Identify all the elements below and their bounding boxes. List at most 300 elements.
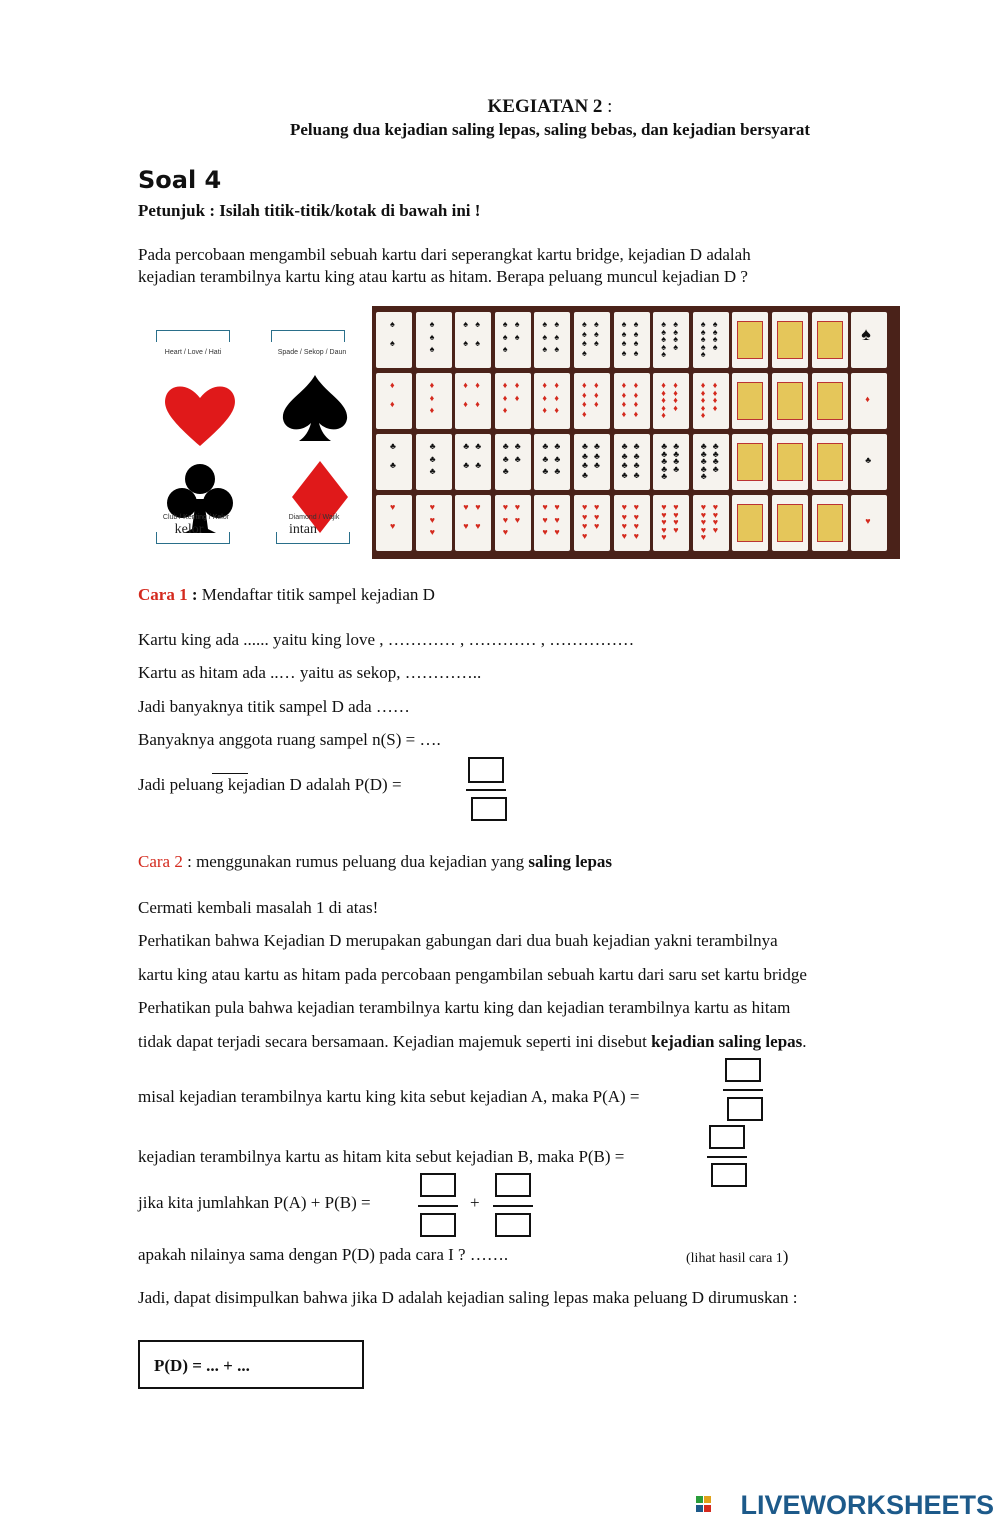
card-pip: ♦ bbox=[661, 395, 666, 406]
card-pip: ♠ bbox=[661, 334, 666, 345]
playing-card bbox=[455, 312, 491, 368]
card-pip: ♦ bbox=[621, 389, 627, 400]
card-pip: ♦ bbox=[390, 380, 395, 390]
card-pip: ♦ bbox=[582, 399, 587, 409]
card-pip: ♠ bbox=[582, 338, 587, 348]
card-pip: ♣ bbox=[621, 450, 628, 461]
playing-card bbox=[693, 434, 729, 490]
card-pip: ♦ bbox=[633, 380, 639, 390]
card-pip: ♣ bbox=[673, 448, 680, 459]
card-pip: ♣ bbox=[700, 448, 707, 459]
method-2-label: Cara 2 bbox=[138, 852, 183, 871]
para-4: Perhatikan pula bahwa kejadian terambilnya kartu king dan kejadian terambilnya kartu as hitam bbox=[138, 998, 791, 1017]
card-pip: ♠ bbox=[542, 319, 548, 329]
playing-card bbox=[772, 495, 808, 551]
card-pip: ♣ bbox=[542, 441, 549, 451]
pa-denominator-box[interactable] bbox=[727, 1097, 763, 1121]
card-pip: ♥ bbox=[661, 509, 667, 520]
pb-line: kejadian terambilnya kartu as hitam kita sebut kejadian B, maka P(B) = bbox=[138, 1147, 625, 1166]
card-pip: ♣ bbox=[661, 471, 668, 482]
card-pip: ♠ bbox=[633, 338, 639, 348]
playing-card bbox=[772, 434, 808, 490]
card-pip: ♣ bbox=[502, 453, 509, 464]
card-pip: ♣ bbox=[554, 466, 561, 477]
card-pip: ♥ bbox=[621, 502, 627, 512]
card-pip: ♠ bbox=[661, 326, 666, 337]
card-pip: ♣ bbox=[475, 460, 482, 470]
card-pip: ♣ bbox=[429, 453, 436, 464]
card-pip: ♠ bbox=[700, 319, 706, 329]
card-pip: ♠ bbox=[633, 328, 639, 339]
card-pip: ♠ bbox=[390, 338, 395, 348]
playing-card bbox=[812, 373, 848, 429]
card-pip: ♠ bbox=[673, 334, 678, 345]
card-pip: ♥ bbox=[712, 502, 719, 512]
card-pip: ♠ bbox=[582, 328, 587, 339]
card-pip: ♠ bbox=[700, 334, 706, 345]
card-pip: ♦ bbox=[621, 399, 627, 409]
hint bbox=[686, 1247, 788, 1267]
pa-numerator-box[interactable] bbox=[725, 1058, 761, 1082]
card-pip: ♦ bbox=[865, 394, 870, 404]
playing-card bbox=[534, 312, 570, 368]
face-card-figure bbox=[817, 504, 843, 542]
card-pip: ♥ bbox=[633, 521, 639, 531]
card-pip: ♣ bbox=[463, 441, 470, 451]
card-pip: ♦ bbox=[633, 399, 639, 409]
playing-card bbox=[534, 495, 570, 551]
card-pip: ♦ bbox=[475, 399, 480, 409]
card-pip: ♠ bbox=[582, 347, 587, 358]
card-pip: ♦ bbox=[673, 402, 678, 413]
playing-card bbox=[574, 312, 610, 368]
card-pip: ♦ bbox=[594, 399, 599, 409]
card-pip: ♠ bbox=[502, 331, 508, 342]
card-pip: ♥ bbox=[554, 502, 560, 512]
sample-count-line: Jadi banyaknya titik sampel D ada …… bbox=[138, 697, 410, 716]
pa-line: misal kejadian terambilnya kartu king kita sebut kejadian A, maka P(A) = bbox=[138, 1087, 640, 1106]
playing-card bbox=[574, 434, 610, 490]
playing-card bbox=[732, 312, 768, 368]
card-pip: ♥ bbox=[429, 527, 435, 538]
heart-label: Heart / Love / Hati bbox=[164, 349, 222, 356]
card-pip: ♥ bbox=[673, 524, 679, 535]
playing-card bbox=[574, 495, 610, 551]
face-card-figure bbox=[817, 382, 843, 420]
para-2: Perhatikan bahwa Kejadian D merupakan gabungan dari dua buah kejadian yakni terambilnya bbox=[138, 931, 778, 950]
card-pip: ♦ bbox=[661, 380, 666, 390]
card-pip: ♠ bbox=[594, 338, 599, 348]
activity-title-colon: : bbox=[602, 96, 613, 117]
playing-card bbox=[376, 434, 412, 490]
card-pip: ♣ bbox=[712, 463, 719, 474]
bracket-decoration bbox=[156, 330, 230, 342]
pb-numerator-box[interactable] bbox=[709, 1125, 745, 1149]
card-pip: ♠ bbox=[514, 319, 520, 329]
card-pip: ♦ bbox=[514, 392, 520, 403]
card-pip: ♥ bbox=[542, 514, 548, 525]
card-pip: ♥ bbox=[700, 524, 707, 535]
pd-denominator-box[interactable] bbox=[471, 797, 507, 821]
card-pip: ♥ bbox=[712, 524, 719, 535]
card-pip: ♦ bbox=[429, 380, 435, 390]
para-5 bbox=[138, 1032, 807, 1052]
card-pip: ♣ bbox=[582, 469, 588, 480]
card-pip: ♦ bbox=[554, 380, 559, 390]
card-pip: ♠ bbox=[621, 328, 627, 339]
club-label: Club / Keriting / Kelor bbox=[162, 514, 230, 521]
card-pip: ♦ bbox=[582, 389, 587, 400]
card-pip: ♥ bbox=[712, 517, 719, 528]
playing-card bbox=[693, 373, 729, 429]
card-pip: ♠ bbox=[554, 331, 560, 342]
method-1-sep: : bbox=[187, 585, 202, 604]
method-2-desc: : menggunakan rumus peluang dua kejadian yang bbox=[182, 852, 529, 871]
playing-card bbox=[455, 373, 491, 429]
card-pip: ♦ bbox=[673, 395, 678, 406]
playing-card bbox=[614, 495, 650, 551]
card-pip: ♥ bbox=[700, 502, 707, 512]
card-pip: ♥ bbox=[514, 502, 521, 512]
card-pip: ♥ bbox=[661, 517, 667, 528]
card-pip: ♣ bbox=[633, 469, 640, 480]
instructions: Petunjuk : Isilah titik-titik/kotak di bawah ini ! bbox=[138, 201, 481, 220]
card-pip: ♣ bbox=[700, 456, 707, 467]
card-pip: ♣ bbox=[542, 453, 549, 464]
card-pip: ♦ bbox=[700, 410, 706, 421]
card-pip: ♣ bbox=[463, 460, 470, 470]
card-pip: ♦ bbox=[554, 405, 559, 416]
playing-card bbox=[455, 495, 491, 551]
bracket-decoration bbox=[271, 330, 345, 342]
fraction-bar bbox=[493, 1205, 533, 1207]
card-pip: ♥ bbox=[463, 502, 469, 512]
card-pip: ♠ bbox=[633, 319, 639, 329]
card-pip: ♠ bbox=[554, 319, 560, 329]
face-card-figure bbox=[737, 382, 763, 420]
card-pip: ♥ bbox=[621, 530, 627, 541]
card-pip: ♣ bbox=[429, 441, 436, 451]
card-pip: ♦ bbox=[633, 389, 639, 400]
card-pip: ♦ bbox=[542, 405, 547, 416]
card-pip: ♣ bbox=[554, 453, 561, 464]
playing-card bbox=[653, 495, 689, 551]
card-pip: ♦ bbox=[463, 380, 468, 390]
playing-card bbox=[851, 373, 887, 429]
card-pip: ♥ bbox=[475, 521, 481, 531]
card-pip: ♥ bbox=[429, 502, 435, 512]
intro-line-2: kejadian terambilnya kartu king atau kartu as hitam. Berapa peluang muncul kejadian D ? bbox=[138, 267, 748, 286]
card-pip: ♠ bbox=[621, 319, 627, 329]
card-pip: ♣ bbox=[582, 460, 588, 470]
card-pip: ♠ bbox=[712, 334, 718, 345]
card-pip: ♣ bbox=[475, 441, 482, 451]
card-pip: ♣ bbox=[700, 441, 707, 451]
card-pip: ♦ bbox=[390, 399, 395, 409]
card-pip: ♠ bbox=[475, 319, 480, 329]
card-pip: ♥ bbox=[621, 521, 627, 531]
playing-card bbox=[653, 434, 689, 490]
card-pip: ♣ bbox=[594, 450, 600, 461]
face-card-figure bbox=[777, 382, 803, 420]
playing-card bbox=[416, 373, 452, 429]
card-pip: ♦ bbox=[700, 402, 706, 413]
card-pip: ♦ bbox=[429, 405, 435, 416]
card-pip: ♥ bbox=[390, 502, 396, 512]
card-pip: ♣ bbox=[594, 441, 600, 451]
card-pip: ♦ bbox=[661, 402, 666, 413]
playing-card bbox=[416, 434, 452, 490]
card-pip: ♠ bbox=[861, 324, 871, 344]
card-pip: ♥ bbox=[582, 502, 588, 512]
activity-title bbox=[0, 96, 1000, 118]
card-pip: ♦ bbox=[621, 408, 627, 419]
card-pip: ♣ bbox=[865, 455, 872, 465]
card-pip: ♣ bbox=[712, 448, 719, 459]
card-pip: ♣ bbox=[712, 456, 719, 467]
card-pip: ♥ bbox=[673, 502, 679, 512]
activity-subtitle: Peluang dua kejadian saling lepas, saling bebas, dan kejadian bersyarat bbox=[289, 120, 811, 139]
conclusion-line: Jadi, dapat disimpulkan bahwa jika D adalah kejadian saling lepas maka peluang D dirumuskan : bbox=[138, 1288, 798, 1307]
liveworksheets-logo-icon bbox=[696, 1494, 722, 1516]
liveworksheets-watermark: LIVEWORKSHEETS bbox=[740, 1490, 994, 1520]
card-pip: ♠ bbox=[700, 341, 706, 352]
card-pip: ♠ bbox=[661, 349, 666, 360]
card-pip: ♦ bbox=[673, 380, 678, 390]
method-2-heading bbox=[138, 852, 612, 872]
playing-card bbox=[653, 373, 689, 429]
card-pip: ♦ bbox=[463, 399, 468, 409]
playing-card bbox=[614, 373, 650, 429]
para-3: kartu king atau kartu as hitam pada percobaan pengambilan sebuah kartu dari saru set kartu bridge bbox=[138, 965, 807, 984]
playing-card bbox=[534, 373, 570, 429]
playing-card bbox=[772, 312, 808, 368]
card-pip: ♣ bbox=[582, 441, 588, 451]
card-pip: ♣ bbox=[673, 456, 680, 467]
card-pip: ♥ bbox=[502, 514, 509, 525]
card-pip: ♥ bbox=[633, 502, 639, 512]
card-pip: ♥ bbox=[621, 511, 627, 522]
para-5-end: . bbox=[802, 1032, 807, 1051]
card-pip: ♦ bbox=[582, 380, 587, 390]
card-pip: ♣ bbox=[712, 441, 719, 451]
card-pip: ♥ bbox=[661, 532, 667, 543]
card-pip: ♣ bbox=[621, 469, 628, 480]
fraction-bar bbox=[418, 1205, 458, 1207]
card-pip: ♥ bbox=[633, 530, 639, 541]
playing-card bbox=[495, 495, 531, 551]
card-pip: ♠ bbox=[673, 319, 678, 329]
card-pip: ♠ bbox=[594, 319, 599, 329]
playing-card bbox=[812, 495, 848, 551]
sample-space-line: Banyaknya anggota ruang sampel n(S) = …. bbox=[138, 730, 441, 749]
playing-card bbox=[614, 312, 650, 368]
playing-card bbox=[772, 373, 808, 429]
card-pip: ♥ bbox=[594, 502, 600, 512]
card-pip: ♦ bbox=[429, 392, 435, 403]
card-pip: ♥ bbox=[582, 511, 588, 522]
card-pip: ♥ bbox=[594, 511, 600, 522]
black-ace-line: Kartu as hitam ada ..… yaitu as sekop, ………….. bbox=[138, 663, 482, 682]
playing-card bbox=[812, 434, 848, 490]
method-2-desc-bold: saling lepas bbox=[528, 852, 613, 871]
card-pip: ♠ bbox=[712, 341, 718, 352]
playing-card bbox=[376, 373, 412, 429]
card-pip: ♠ bbox=[502, 319, 508, 329]
intro-line-1: Pada percobaan mengambil sebuah kartu dari seperangkat kartu bridge, kejadian D adalah bbox=[138, 245, 751, 264]
card-pip: ♠ bbox=[673, 326, 678, 337]
card-pip: ♣ bbox=[661, 456, 668, 467]
card-pip: ♠ bbox=[542, 331, 548, 342]
card-pip: ♥ bbox=[700, 532, 707, 543]
playing-card bbox=[455, 434, 491, 490]
card-pip: ♣ bbox=[661, 441, 668, 451]
card-pip: ♥ bbox=[429, 514, 435, 525]
face-card-figure bbox=[817, 321, 843, 359]
card-pip: ♥ bbox=[712, 509, 719, 520]
sum-b-numerator-box[interactable] bbox=[495, 1173, 531, 1197]
card-pip: ♠ bbox=[514, 331, 520, 342]
card-pip: ♣ bbox=[633, 450, 640, 461]
playing-card bbox=[732, 495, 768, 551]
card-pip: ♥ bbox=[661, 524, 667, 535]
card-pip: ♣ bbox=[673, 463, 680, 474]
card-pip: ♣ bbox=[390, 460, 396, 470]
card-pip: ♣ bbox=[621, 460, 628, 470]
card-pip: ♣ bbox=[554, 441, 561, 451]
card-pip: ♦ bbox=[582, 408, 587, 419]
card-pip: ♣ bbox=[542, 466, 549, 477]
card-pip: ♥ bbox=[673, 517, 679, 528]
card-pip: ♦ bbox=[502, 405, 508, 416]
playing-card bbox=[732, 434, 768, 490]
card-pip: ♠ bbox=[429, 344, 435, 355]
playing-card bbox=[495, 312, 531, 368]
card-pip: ♥ bbox=[542, 502, 548, 512]
card-pip: ♦ bbox=[633, 408, 639, 419]
card-pip: ♦ bbox=[502, 380, 508, 390]
card-pip: ♠ bbox=[542, 344, 548, 355]
playing-card bbox=[416, 312, 452, 368]
card-pip: ♠ bbox=[582, 319, 587, 329]
card-pip: ♣ bbox=[673, 441, 680, 451]
card-pip: ♣ bbox=[633, 441, 640, 451]
diamond-sublabel: intan bbox=[289, 522, 317, 537]
card-pip: ♠ bbox=[633, 347, 639, 358]
sum-a-denominator-box[interactable] bbox=[420, 1213, 456, 1237]
card-pip: ♥ bbox=[700, 517, 707, 528]
card-pip: ♠ bbox=[554, 344, 560, 355]
method-1-heading bbox=[138, 585, 435, 605]
card-pip: ♥ bbox=[502, 502, 509, 512]
card-pip: ♠ bbox=[673, 341, 678, 352]
card-pip: ♥ bbox=[502, 527, 509, 538]
playing-card bbox=[376, 495, 412, 551]
card-pip: ♠ bbox=[429, 331, 435, 342]
card-pip: ♠ bbox=[429, 319, 435, 329]
card-pip: ♦ bbox=[712, 395, 718, 406]
card-pip: ♣ bbox=[700, 471, 707, 482]
para-5-text: tidak dapat terjadi secara bersamaan. Kejadian majemuk seperti ini disebut bbox=[138, 1032, 652, 1051]
card-pip: ♣ bbox=[582, 450, 588, 461]
card-pip: ♦ bbox=[661, 387, 666, 398]
playing-card bbox=[495, 373, 531, 429]
sum-b-denominator-box[interactable] bbox=[495, 1213, 531, 1237]
card-pip: ♣ bbox=[700, 463, 707, 474]
card-pip: ♦ bbox=[700, 395, 706, 406]
playing-card bbox=[851, 312, 887, 368]
card-pip: ♣ bbox=[390, 441, 396, 451]
card-pip: ♥ bbox=[514, 514, 521, 525]
card-pip: ♠ bbox=[700, 326, 706, 337]
card-pip: ♦ bbox=[661, 410, 666, 421]
face-card-figure bbox=[737, 443, 763, 481]
card-pip: ♥ bbox=[661, 502, 667, 512]
card-pip: ♣ bbox=[514, 441, 521, 451]
fraction-bar bbox=[466, 789, 506, 791]
plus-sign: + bbox=[470, 1193, 480, 1212]
card-pip: ♦ bbox=[542, 380, 547, 390]
overline-decoration bbox=[212, 773, 248, 774]
king-count-line: Kartu king ada ...... yaitu king love , ………… , ………… , …………… bbox=[138, 630, 635, 649]
playing-card bbox=[732, 373, 768, 429]
sum-line: jika kita jumlahkan P(A) + P(B) = bbox=[138, 1193, 371, 1212]
problem-label: Soal 4 bbox=[138, 166, 222, 194]
para-5-bold: kejadian saling lepas bbox=[651, 1032, 803, 1051]
activity-title-text: KEGIATAN 2 bbox=[487, 96, 603, 117]
card-pip: ♣ bbox=[429, 466, 436, 477]
playing-card bbox=[693, 495, 729, 551]
card-pip: ♦ bbox=[594, 389, 599, 400]
pb-denominator-box[interactable] bbox=[711, 1163, 747, 1187]
card-pip: ♦ bbox=[712, 402, 718, 413]
face-card-figure bbox=[777, 321, 803, 359]
card-pip: ♠ bbox=[712, 319, 718, 329]
pd-numerator-box[interactable] bbox=[468, 757, 504, 783]
face-card-figure bbox=[777, 504, 803, 542]
card-pip: ♥ bbox=[582, 530, 588, 541]
card-pip: ♦ bbox=[514, 380, 520, 390]
card-pip: ♥ bbox=[475, 502, 481, 512]
spade-label: Spade / Sekop / Daun bbox=[277, 349, 347, 356]
card-pip: ♦ bbox=[594, 380, 599, 390]
card-pip: ♠ bbox=[712, 326, 718, 337]
card-pip: ♦ bbox=[712, 380, 718, 390]
ask-line: apakah nilainya sama dengan P(D) pada cara I ? ……. bbox=[138, 1245, 509, 1264]
card-pip: ♥ bbox=[865, 516, 871, 526]
sum-a-numerator-box[interactable] bbox=[420, 1173, 456, 1197]
card-pip: ♥ bbox=[673, 509, 679, 520]
card-pip: ♠ bbox=[661, 341, 666, 352]
card-pip: ♣ bbox=[502, 441, 509, 451]
diamond-label: Diamond / Wajik bbox=[288, 514, 340, 521]
card-pip: ♠ bbox=[621, 347, 627, 358]
card-pip: ♦ bbox=[542, 392, 547, 403]
playing-card bbox=[851, 434, 887, 490]
card-pip: ♦ bbox=[700, 387, 706, 398]
card-pip: ♣ bbox=[621, 441, 628, 451]
card-pip: ♦ bbox=[502, 392, 508, 403]
card-pip: ♣ bbox=[514, 453, 521, 464]
playing-card bbox=[614, 434, 650, 490]
method-1-label: Cara 1 bbox=[138, 585, 188, 604]
fraction-bar bbox=[707, 1156, 747, 1158]
face-card-figure bbox=[737, 321, 763, 359]
card-pip: ♥ bbox=[582, 521, 588, 531]
card-pip: ♠ bbox=[594, 328, 599, 339]
card-pip: ♠ bbox=[700, 349, 706, 360]
para-1: Cermati kembali masalah 1 di atas! bbox=[138, 898, 379, 917]
